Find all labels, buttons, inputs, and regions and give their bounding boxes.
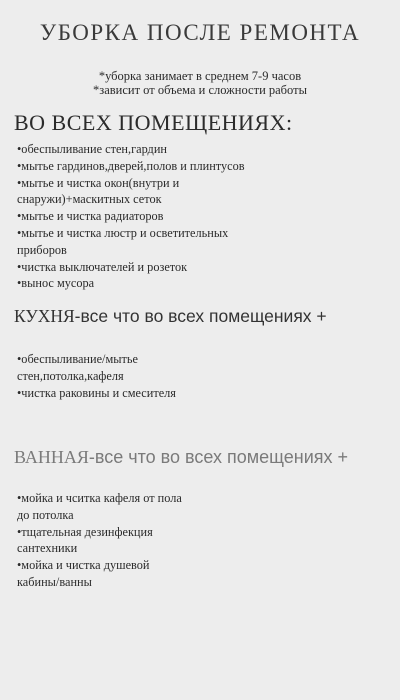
- note-duration: *уборка занимает в среднем 7-9 часов: [98, 69, 302, 83]
- list-item: •мойка и чситка кафеля от пола: [17, 491, 182, 505]
- kitchen-heading-prefix: КУХНЯ: [14, 306, 75, 326]
- list-item: до потолка: [17, 507, 74, 522]
- list-all-rooms: [17, 141, 245, 292]
- section-heading-kitchen: [14, 306, 327, 327]
- list-item: сантехники: [17, 541, 78, 556]
- section-heading-bathroom: [14, 447, 348, 468]
- list-bathroom: [17, 490, 182, 591]
- bathroom-heading-rest: -все что во всех помещениях +: [88, 447, 349, 467]
- list-item: •мойка и чистка душевой: [17, 558, 150, 573]
- list-item: •мытье гардинов,дверей,полов и плинтусов: [17, 158, 245, 173]
- list-item: •мытье и чистка окон(внутри и: [17, 175, 180, 190]
- list-item: •чистка раковины и смесителя: [17, 385, 176, 400]
- list-item: •мытье и чистка радиаторов: [17, 209, 164, 224]
- list-item: •тщательная дезинфекция: [17, 524, 153, 539]
- note-complexity: *зависит от объема и сложности работы: [93, 83, 307, 97]
- list-item: стен,потолка,кафеля: [17, 368, 124, 383]
- list-kitchen: [17, 351, 176, 401]
- kitchen-heading-rest: -все что во всех помещениях +: [74, 306, 327, 326]
- list-item: приборов: [17, 242, 67, 257]
- page-title: УБОРКА ПОСЛЕ РЕМОНТА: [39, 20, 361, 45]
- bathroom-heading-prefix: ВАННАЯ: [14, 447, 89, 467]
- list-item: снаружи)+маскитных сеток: [17, 192, 162, 207]
- list-item: •обеспыливание стен,гардин: [17, 142, 167, 156]
- list-item: •мытье и чистка люстр и осветительных: [17, 225, 229, 240]
- list-item: •чистка выключателей и розеток: [17, 259, 188, 274]
- list-item: •обеспыливание/мытье: [17, 352, 138, 366]
- notes: [0, 69, 400, 97]
- section-heading-all-rooms: ВО ВСЕХ ПОМЕЩЕНИЯХ:: [14, 110, 293, 135]
- list-item: кабины/ванны: [17, 574, 92, 589]
- list-item: •вынос мусора: [17, 276, 95, 291]
